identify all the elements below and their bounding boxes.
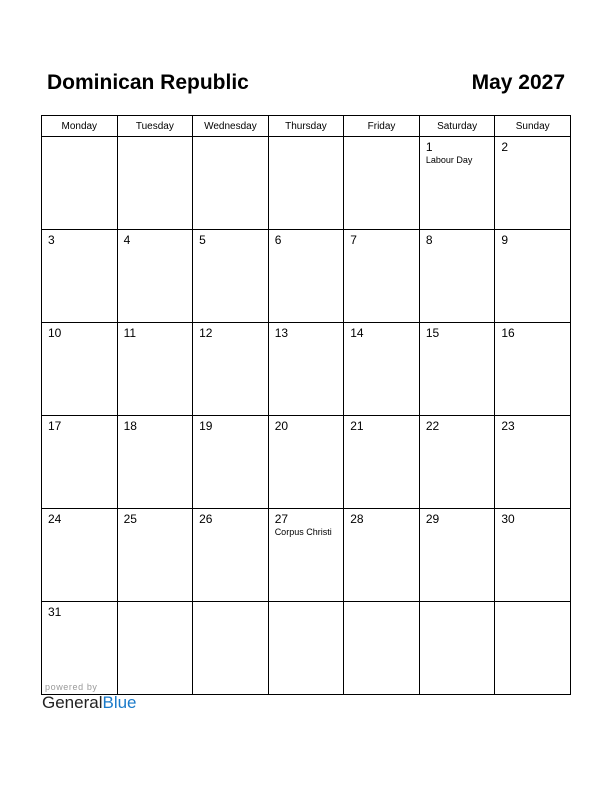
calendar-day-cell bbox=[117, 137, 193, 230]
calendar-day-cell bbox=[419, 416, 495, 509]
calendar-day-cell bbox=[344, 323, 420, 416]
calendar-day-cell bbox=[268, 602, 344, 695]
day-number: 13 bbox=[274, 326, 289, 340]
calendar-day-cell bbox=[42, 509, 118, 602]
calendar-week-row bbox=[42, 416, 571, 509]
calendar-day-cell bbox=[495, 230, 571, 323]
calendar-day-cell bbox=[419, 509, 495, 602]
calendar-day-cell bbox=[344, 509, 420, 602]
calendar-week-row bbox=[42, 323, 571, 416]
day-number: 24 bbox=[48, 512, 62, 526]
weekday-header: Tuesday bbox=[117, 116, 193, 137]
day-number: 16 bbox=[501, 326, 515, 340]
calendar-month-title: May 2027 bbox=[471, 71, 565, 94]
calendar-day-cell bbox=[419, 602, 495, 695]
day-number: 30 bbox=[501, 512, 515, 526]
day-number: 5 bbox=[199, 233, 206, 247]
calendar-day-cell bbox=[344, 137, 420, 230]
day-number: 10 bbox=[48, 326, 62, 340]
calendar-week-row bbox=[42, 602, 571, 695]
day-number: 11 bbox=[123, 326, 137, 340]
day-number: 15 bbox=[425, 326, 440, 340]
calendar-day-cell bbox=[42, 323, 118, 416]
calendar-day-cell bbox=[268, 137, 344, 230]
day-number: 26 bbox=[199, 512, 213, 526]
powered-by-label: powered by bbox=[45, 682, 98, 692]
calendar-day-cell bbox=[268, 230, 344, 323]
day-number: 4 bbox=[123, 233, 131, 247]
calendar-day-cell bbox=[193, 230, 269, 323]
calendar-day-cell bbox=[42, 602, 118, 695]
day-number: 8 bbox=[425, 233, 433, 247]
day-number: 21 bbox=[350, 419, 364, 433]
calendar-day-cell bbox=[419, 323, 495, 416]
weekday-header-row bbox=[42, 116, 571, 137]
calendar-day-cell bbox=[419, 137, 495, 230]
calendar-day-cell bbox=[42, 416, 118, 509]
weekday-header: Thursday bbox=[268, 116, 344, 137]
calendar-week-row bbox=[42, 230, 571, 323]
day-number: 29 bbox=[425, 512, 440, 526]
day-number: 22 bbox=[425, 419, 440, 433]
day-number: 27 bbox=[274, 512, 289, 526]
calendar-day-cell bbox=[268, 323, 344, 416]
brand-blue-text: Blue bbox=[102, 693, 137, 712]
day-number: 12 bbox=[199, 326, 213, 340]
day-number: 17 bbox=[48, 419, 62, 433]
weekday-header: Sunday bbox=[495, 116, 571, 137]
calendar-country-title: Dominican Republic bbox=[47, 71, 249, 94]
calendar-week-row bbox=[42, 509, 571, 602]
calendar-week-row bbox=[42, 137, 571, 230]
calendar-day-cell bbox=[495, 602, 571, 695]
calendar-day-cell bbox=[344, 602, 420, 695]
day-number: 14 bbox=[350, 326, 364, 340]
day-number: 19 bbox=[199, 419, 213, 433]
weekday-header: Monday bbox=[42, 116, 118, 137]
calendar-day-cell bbox=[495, 323, 571, 416]
generalblue-logo[interactable] bbox=[42, 693, 137, 713]
day-number: 6 bbox=[274, 233, 282, 247]
weekday-header: Saturday bbox=[419, 116, 495, 137]
calendar-day-cell bbox=[495, 509, 571, 602]
weekday-header: Friday bbox=[344, 116, 420, 137]
calendar-day-cell bbox=[495, 137, 571, 230]
calendar-day-cell bbox=[117, 602, 193, 695]
calendar-day-cell bbox=[42, 137, 118, 230]
weekday-header: Wednesday bbox=[193, 116, 269, 137]
calendar-day-cell bbox=[117, 323, 193, 416]
day-number: 7 bbox=[350, 233, 357, 247]
calendar-day-cell bbox=[344, 230, 420, 323]
day-number: 18 bbox=[123, 419, 137, 433]
calendar-day-cell bbox=[42, 230, 118, 323]
day-number: 3 bbox=[48, 233, 55, 247]
brand-general-text: General bbox=[42, 693, 103, 712]
day-number: 23 bbox=[501, 419, 515, 433]
day-number: 1 bbox=[425, 140, 433, 154]
calendar-day-cell bbox=[193, 602, 269, 695]
calendar-day-cell bbox=[193, 323, 269, 416]
calendar-day-cell bbox=[193, 416, 269, 509]
holiday-label: Corpus Christi bbox=[274, 527, 332, 537]
calendar-day-cell bbox=[193, 137, 269, 230]
calendar-day-cell bbox=[268, 509, 344, 602]
day-number: 20 bbox=[274, 419, 289, 433]
day-number: 31 bbox=[48, 605, 62, 619]
calendar-day-cell bbox=[117, 509, 193, 602]
calendar-day-cell bbox=[495, 416, 571, 509]
day-number: 28 bbox=[350, 512, 364, 526]
calendar-day-cell bbox=[268, 416, 344, 509]
day-number: 25 bbox=[123, 512, 137, 526]
holiday-label: Labour Day bbox=[425, 155, 473, 165]
calendar-day-cell bbox=[344, 416, 420, 509]
day-number: 9 bbox=[501, 233, 509, 247]
day-number: 2 bbox=[501, 140, 509, 154]
calendar-day-cell bbox=[193, 509, 269, 602]
calendar-grid bbox=[41, 115, 571, 695]
calendar-day-cell bbox=[117, 416, 193, 509]
calendar-day-cell bbox=[419, 230, 495, 323]
calendar-day-cell bbox=[117, 230, 193, 323]
